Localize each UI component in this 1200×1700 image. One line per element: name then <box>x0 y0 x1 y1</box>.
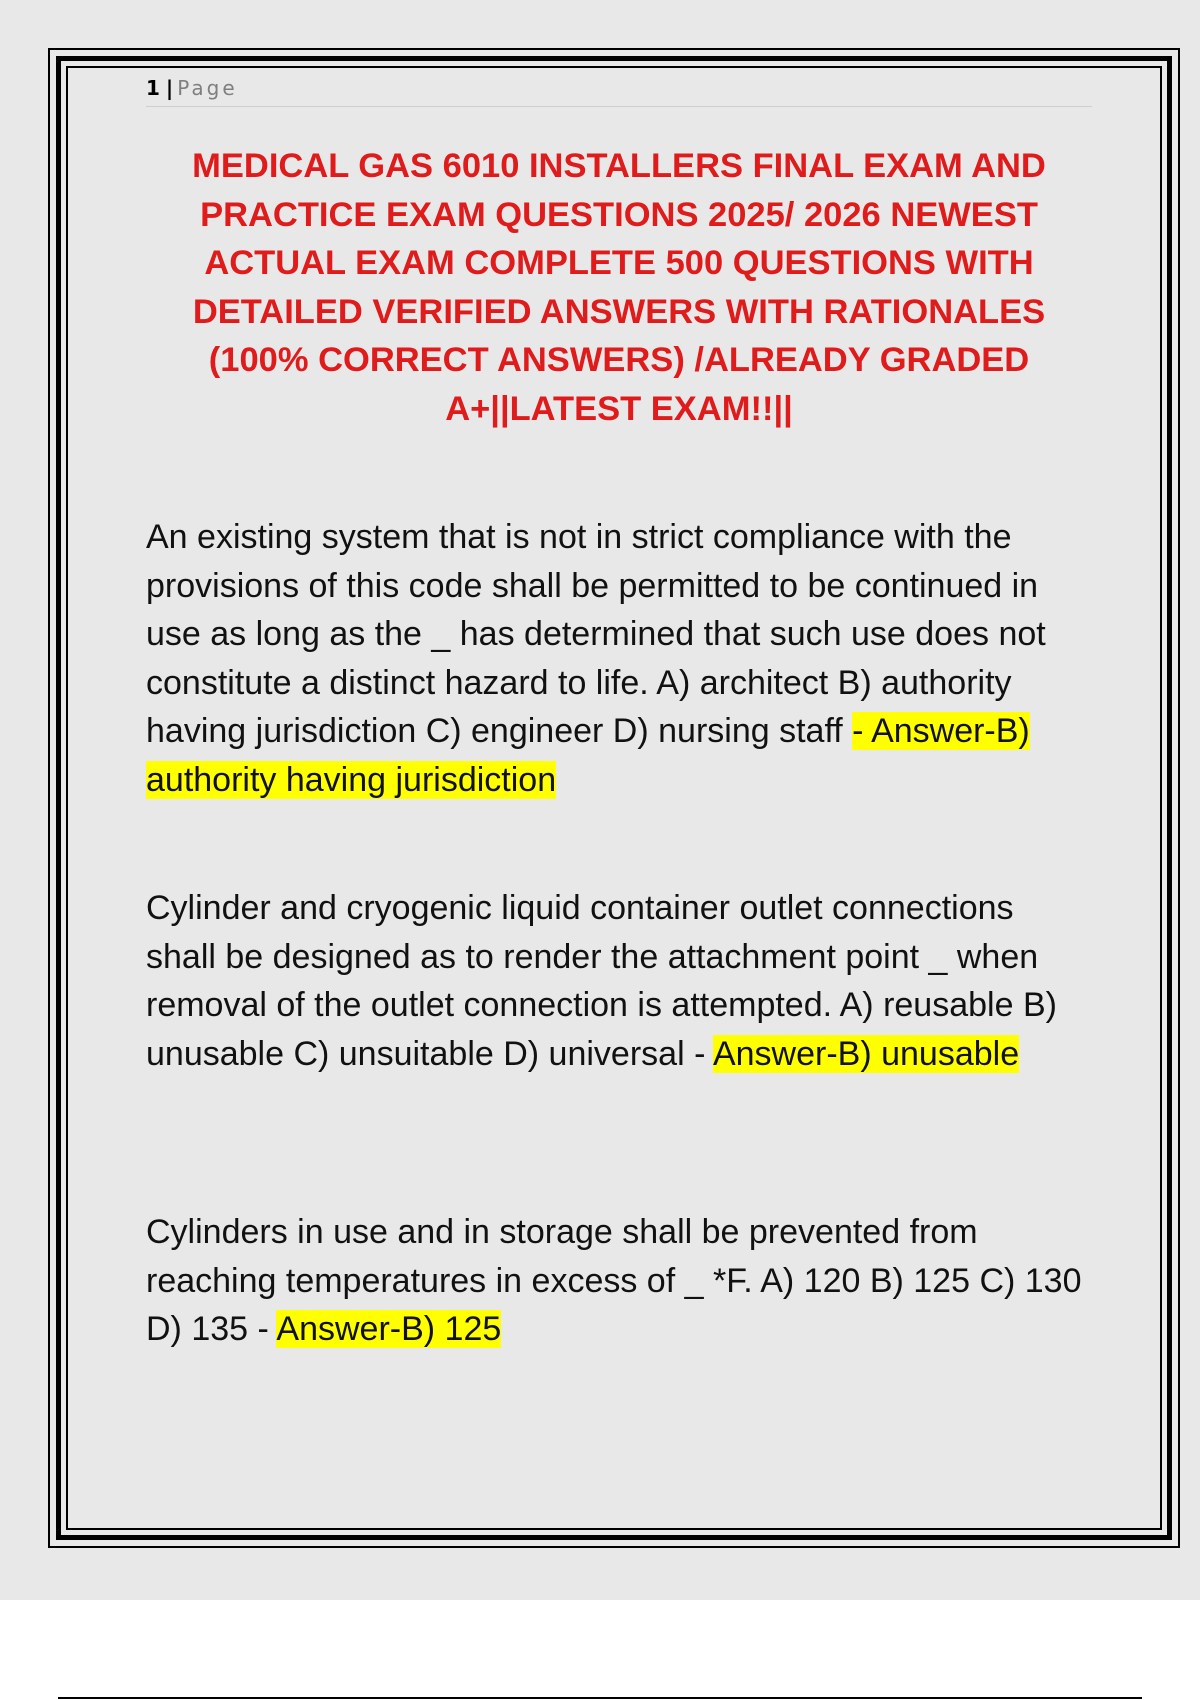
document-title: MEDICAL GAS 6010 INSTALLERS FINAL EXAM AND PRACTICE EXAM QUESTIONS 2025/ 2026 NEWEST ACTUAL EXAM COMPLETE 500 QUESTIONS WITH DETAILED VERIFIED ANSWERS WITH RATIONALES (100% CORRECT ANSWERS) /ALREADY GRADED A+||LATEST EXAM!!|| <box>192 147 1046 428</box>
question-2 <box>146 884 1092 1078</box>
question-3 <box>146 1208 1092 1354</box>
next-page-top-rule <box>58 1697 1142 1699</box>
question-2-answer: Answer-B) unusable <box>712 1034 1020 1073</box>
question-1-answer: - Answer-B) authority having jurisdiction <box>146 712 1030 799</box>
page-header <box>146 74 1092 107</box>
question-1-text: An existing system that is not in strict compliance with the provisions of this code shall be permitted to be continued in use as long as the _ has determined that such use does not constitute a distinct hazard to life. A) architect B) authority having jurisdiction C) engineer D) nursing staff <box>146 518 1046 750</box>
page-label: Page <box>177 76 238 100</box>
question-2-text: Cylinder and cryogenic liquid container outlet connections shall be designed as to render the attachment point _ when removal of the outlet connection is attempted. A) reusable B) unusable C) unsuitable D) universal - <box>146 889 1057 1073</box>
question-3-answer: Answer-B) 125 <box>276 1310 502 1348</box>
question-3-text: Cylinders in use and in storage shall be prevented from reaching temperatures in excess of _ *F. A) 120 B) 125 C) 130 D) 135 - <box>146 1213 1082 1348</box>
page-number: 1 <box>146 76 160 100</box>
question-1 <box>146 513 1092 804</box>
page-separator: | <box>165 76 174 100</box>
